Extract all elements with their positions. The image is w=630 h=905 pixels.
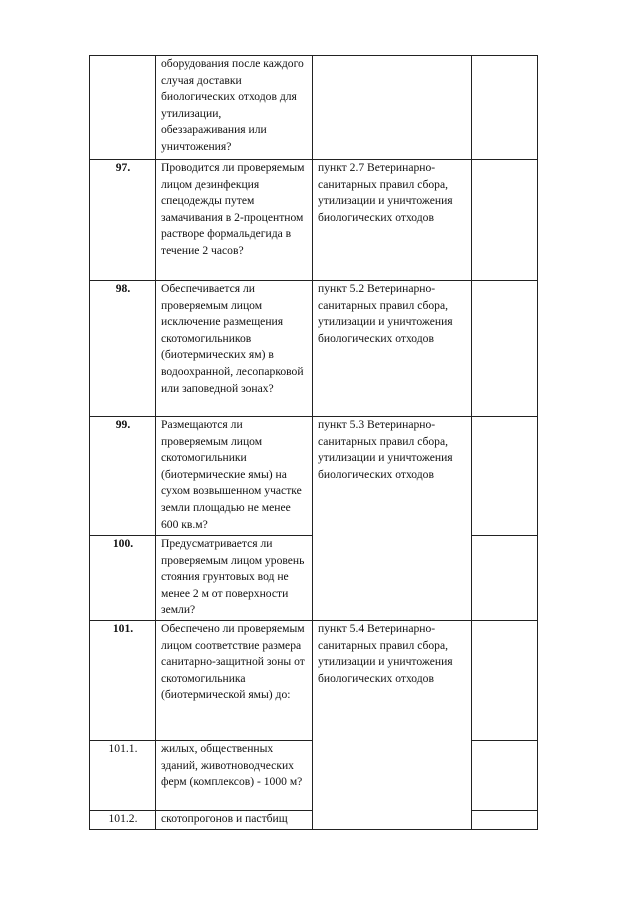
note-cell — [472, 811, 538, 830]
row-number — [90, 56, 156, 160]
note-cell — [472, 281, 538, 417]
note-cell — [472, 56, 538, 160]
row-number: 101. — [90, 621, 156, 741]
note-cell — [472, 160, 538, 281]
table-row — [90, 621, 538, 741]
row-number: 97. — [90, 160, 156, 281]
table-row — [90, 160, 538, 281]
question-text: Предусматривается ли проверяемым лицом уровень стояния грунтовых вод не менее 2 м от поверхности земли? — [156, 536, 313, 621]
table-row — [90, 417, 538, 536]
reference-text: пункт 5.4 Ветеринарно-санитарных правил сбора, утилизации и уничтожения биологических отходов — [313, 621, 472, 830]
question-text: Проводится ли проверяемым лицом дезинфекция спецодежды путем замачивания в 2-процентном растворе формальдегида в течение 2 часов? — [156, 160, 313, 281]
row-number: 101.1. — [90, 741, 156, 811]
note-cell — [472, 417, 538, 536]
checklist-table — [89, 55, 538, 830]
note-cell — [472, 536, 538, 621]
question-text: скотопрогонов и пастбищ — [156, 811, 313, 830]
table-row — [90, 281, 538, 417]
reference-text — [313, 56, 472, 160]
row-number: 99. — [90, 417, 156, 536]
table-row — [90, 56, 538, 160]
question-text: Обеспечивается ли проверяемым лицом исключение размещения скотомогильников (биотермических ям) в водоохранной, лесопарковой или заповедной зонах? — [156, 281, 313, 417]
row-number: 101.2. — [90, 811, 156, 830]
reference-text: пункт 5.3 Ветеринарно-санитарных правил сбора, утилизации и уничтожения биологических отходов — [313, 417, 472, 621]
note-cell — [472, 741, 538, 811]
reference-text: пункт 2.7 Ветеринарно-санитарных правил сбора, утилизации и уничтожения биологических отходов — [313, 160, 472, 281]
row-number: 98. — [90, 281, 156, 417]
question-text: Размещаются ли проверяемым лицом скотомогильники (биотермические ямы) на сухом возвышенном участке земли площадью не менее 600 кв.м? — [156, 417, 313, 536]
note-cell — [472, 621, 538, 741]
row-number: 100. — [90, 536, 156, 621]
reference-text: пункт 5.2 Ветеринарно-санитарных правил сбора, утилизации и уничтожения биологических отходов — [313, 281, 472, 417]
question-text: жилых, общественных зданий, животноводческих ферм (комплексов) - 1000 м? — [156, 741, 313, 811]
question-text: оборудования после каждого случая доставки биологических отходов для утилизации, обеззараживания или уничтожения? — [156, 56, 313, 160]
question-text: Обеспечено ли проверяемым лицом соответствие размера санитарно-защитной зоны от скотомогильника (биотермической ямы) до: — [156, 621, 313, 741]
